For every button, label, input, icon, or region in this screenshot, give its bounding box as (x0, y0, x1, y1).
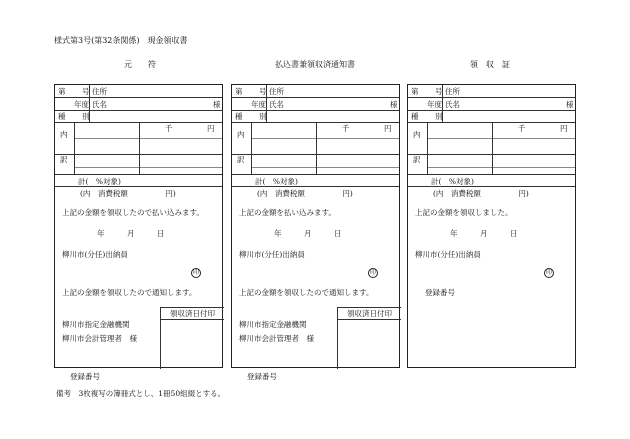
label-total: 計( %対象) (255, 177, 298, 186)
label-treasurer: 柳川市(分任)出納員 (415, 250, 481, 259)
label-name: 氏名 (269, 100, 284, 109)
label-nendo: 年度 (74, 100, 89, 109)
label-address: 住所 (445, 87, 460, 96)
label-bank: 柳川市指定金融機関 (239, 320, 307, 329)
divider (232, 97, 399, 98)
label-en: 円 (560, 124, 568, 133)
form-message: 上記の金額を領収したので払い込みます。 (62, 208, 204, 217)
label-tax: (内 消費税額 円) (433, 189, 529, 198)
column-title-haraikomi: 払込書兼領収済通知書 (275, 60, 355, 69)
divider (74, 122, 75, 174)
divider (251, 138, 399, 139)
divider (408, 97, 575, 98)
label-bank: 柳川市指定金融機関 (62, 320, 130, 329)
column-title-motofu: 元 符 (124, 60, 156, 69)
label-go: 号 (259, 87, 267, 96)
seal-mark: 印 (545, 269, 552, 276)
divider (408, 186, 575, 187)
divider (427, 138, 575, 139)
label-sama: 様 (390, 100, 398, 109)
label-betsu: 別 (259, 112, 267, 121)
stamp-header: 領収済日付印 (161, 308, 224, 320)
label-dai: 第 (58, 87, 66, 96)
label-nendo: 年度 (251, 100, 266, 109)
form-haraikomi (231, 84, 400, 368)
label-total: 計( %対象) (431, 177, 474, 186)
divider (316, 122, 317, 174)
label-en: 円 (384, 124, 392, 133)
label-address: 住所 (92, 87, 107, 96)
seal-mark: 印 (369, 269, 376, 276)
label-yaku: 訳 (60, 155, 68, 164)
divider (74, 138, 222, 139)
label-sama: 様 (566, 100, 574, 109)
divider (408, 110, 575, 111)
divider (427, 167, 575, 168)
label-dai: 第 (235, 87, 243, 96)
receipt-stamp-box (160, 307, 224, 369)
label-shu: 種 (58, 112, 66, 121)
label-name: 氏名 (92, 100, 107, 109)
label-nendo: 年度 (427, 100, 442, 109)
label-dai: 第 (411, 87, 419, 96)
label-treasurer: 柳川市(分任)出納員 (62, 250, 128, 259)
label-accountant: 柳川市会計管理者 様 (62, 334, 137, 343)
receipt-stamp-box (337, 307, 401, 369)
label-yaku: 訳 (413, 155, 421, 164)
form-ryoshusho (407, 84, 576, 368)
label-notify: 上記の金額を領収したので通知します。 (239, 288, 374, 297)
label-name: 氏名 (445, 100, 460, 109)
form-motofu (54, 84, 223, 368)
seal-mark: 印 (192, 269, 199, 276)
label-uchi: 内 (237, 130, 245, 139)
column-title-ryoshusho: 領 収 証 (470, 60, 510, 69)
label-sen: 千 (165, 124, 173, 133)
divider (55, 97, 222, 98)
label-accountant: 柳川市会計管理者 様 (239, 334, 314, 343)
label-betsu: 別 (82, 112, 90, 121)
label-shu: 種 (235, 112, 243, 121)
divider (232, 174, 399, 175)
divider (492, 122, 493, 174)
divider (408, 174, 575, 175)
divider (55, 110, 222, 111)
reg-no-haraikomi: 登録番号 (247, 372, 277, 381)
label-shu: 種 (411, 112, 419, 121)
divider (139, 122, 140, 174)
label-total: 計( %対象) (78, 177, 121, 186)
label-tax: (内 消費税額 円) (80, 189, 176, 198)
divider (251, 122, 252, 174)
stamp-header: 領収済日付印 (338, 308, 401, 320)
reg-no-motofu: 登録番号 (70, 372, 100, 381)
divider (232, 110, 399, 111)
divider (55, 186, 222, 187)
label-address: 住所 (269, 87, 284, 96)
form-message: 上記の金額を払い込みます。 (239, 208, 336, 217)
label-go: 号 (435, 87, 443, 96)
label-sama: 様 (213, 100, 221, 109)
divider (74, 167, 222, 168)
label-date: 年 月 日 (450, 229, 518, 238)
label-notify: 上記の金額を領収したので通知します。 (62, 288, 197, 297)
form-message: 上記の金額を領収しました。 (415, 208, 513, 217)
document-title: 様式第3号(第32条関係) 現金領収書 (54, 36, 188, 45)
label-uchi: 内 (60, 130, 68, 139)
label-en: 円 (207, 124, 215, 133)
footnote: 備考 3枚複写の簿冊式とし、1冊50組綴とする。 (56, 389, 226, 398)
label-treasurer: 柳川市(分任)出納員 (239, 250, 305, 259)
label-go: 号 (82, 87, 90, 96)
label-sen: 千 (518, 124, 526, 133)
divider (251, 167, 399, 168)
label-betsu: 別 (435, 112, 443, 121)
label-sen: 千 (342, 124, 350, 133)
divider (232, 186, 399, 187)
label-tax: (内 消費税額 円) (257, 189, 353, 198)
label-reg-no: 登録番号 (425, 288, 455, 297)
label-date: 年 月 日 (274, 229, 342, 238)
label-date: 年 月 日 (97, 229, 165, 238)
divider (427, 122, 428, 174)
divider (55, 174, 222, 175)
label-yaku: 訳 (237, 155, 245, 164)
label-uchi: 内 (413, 130, 421, 139)
